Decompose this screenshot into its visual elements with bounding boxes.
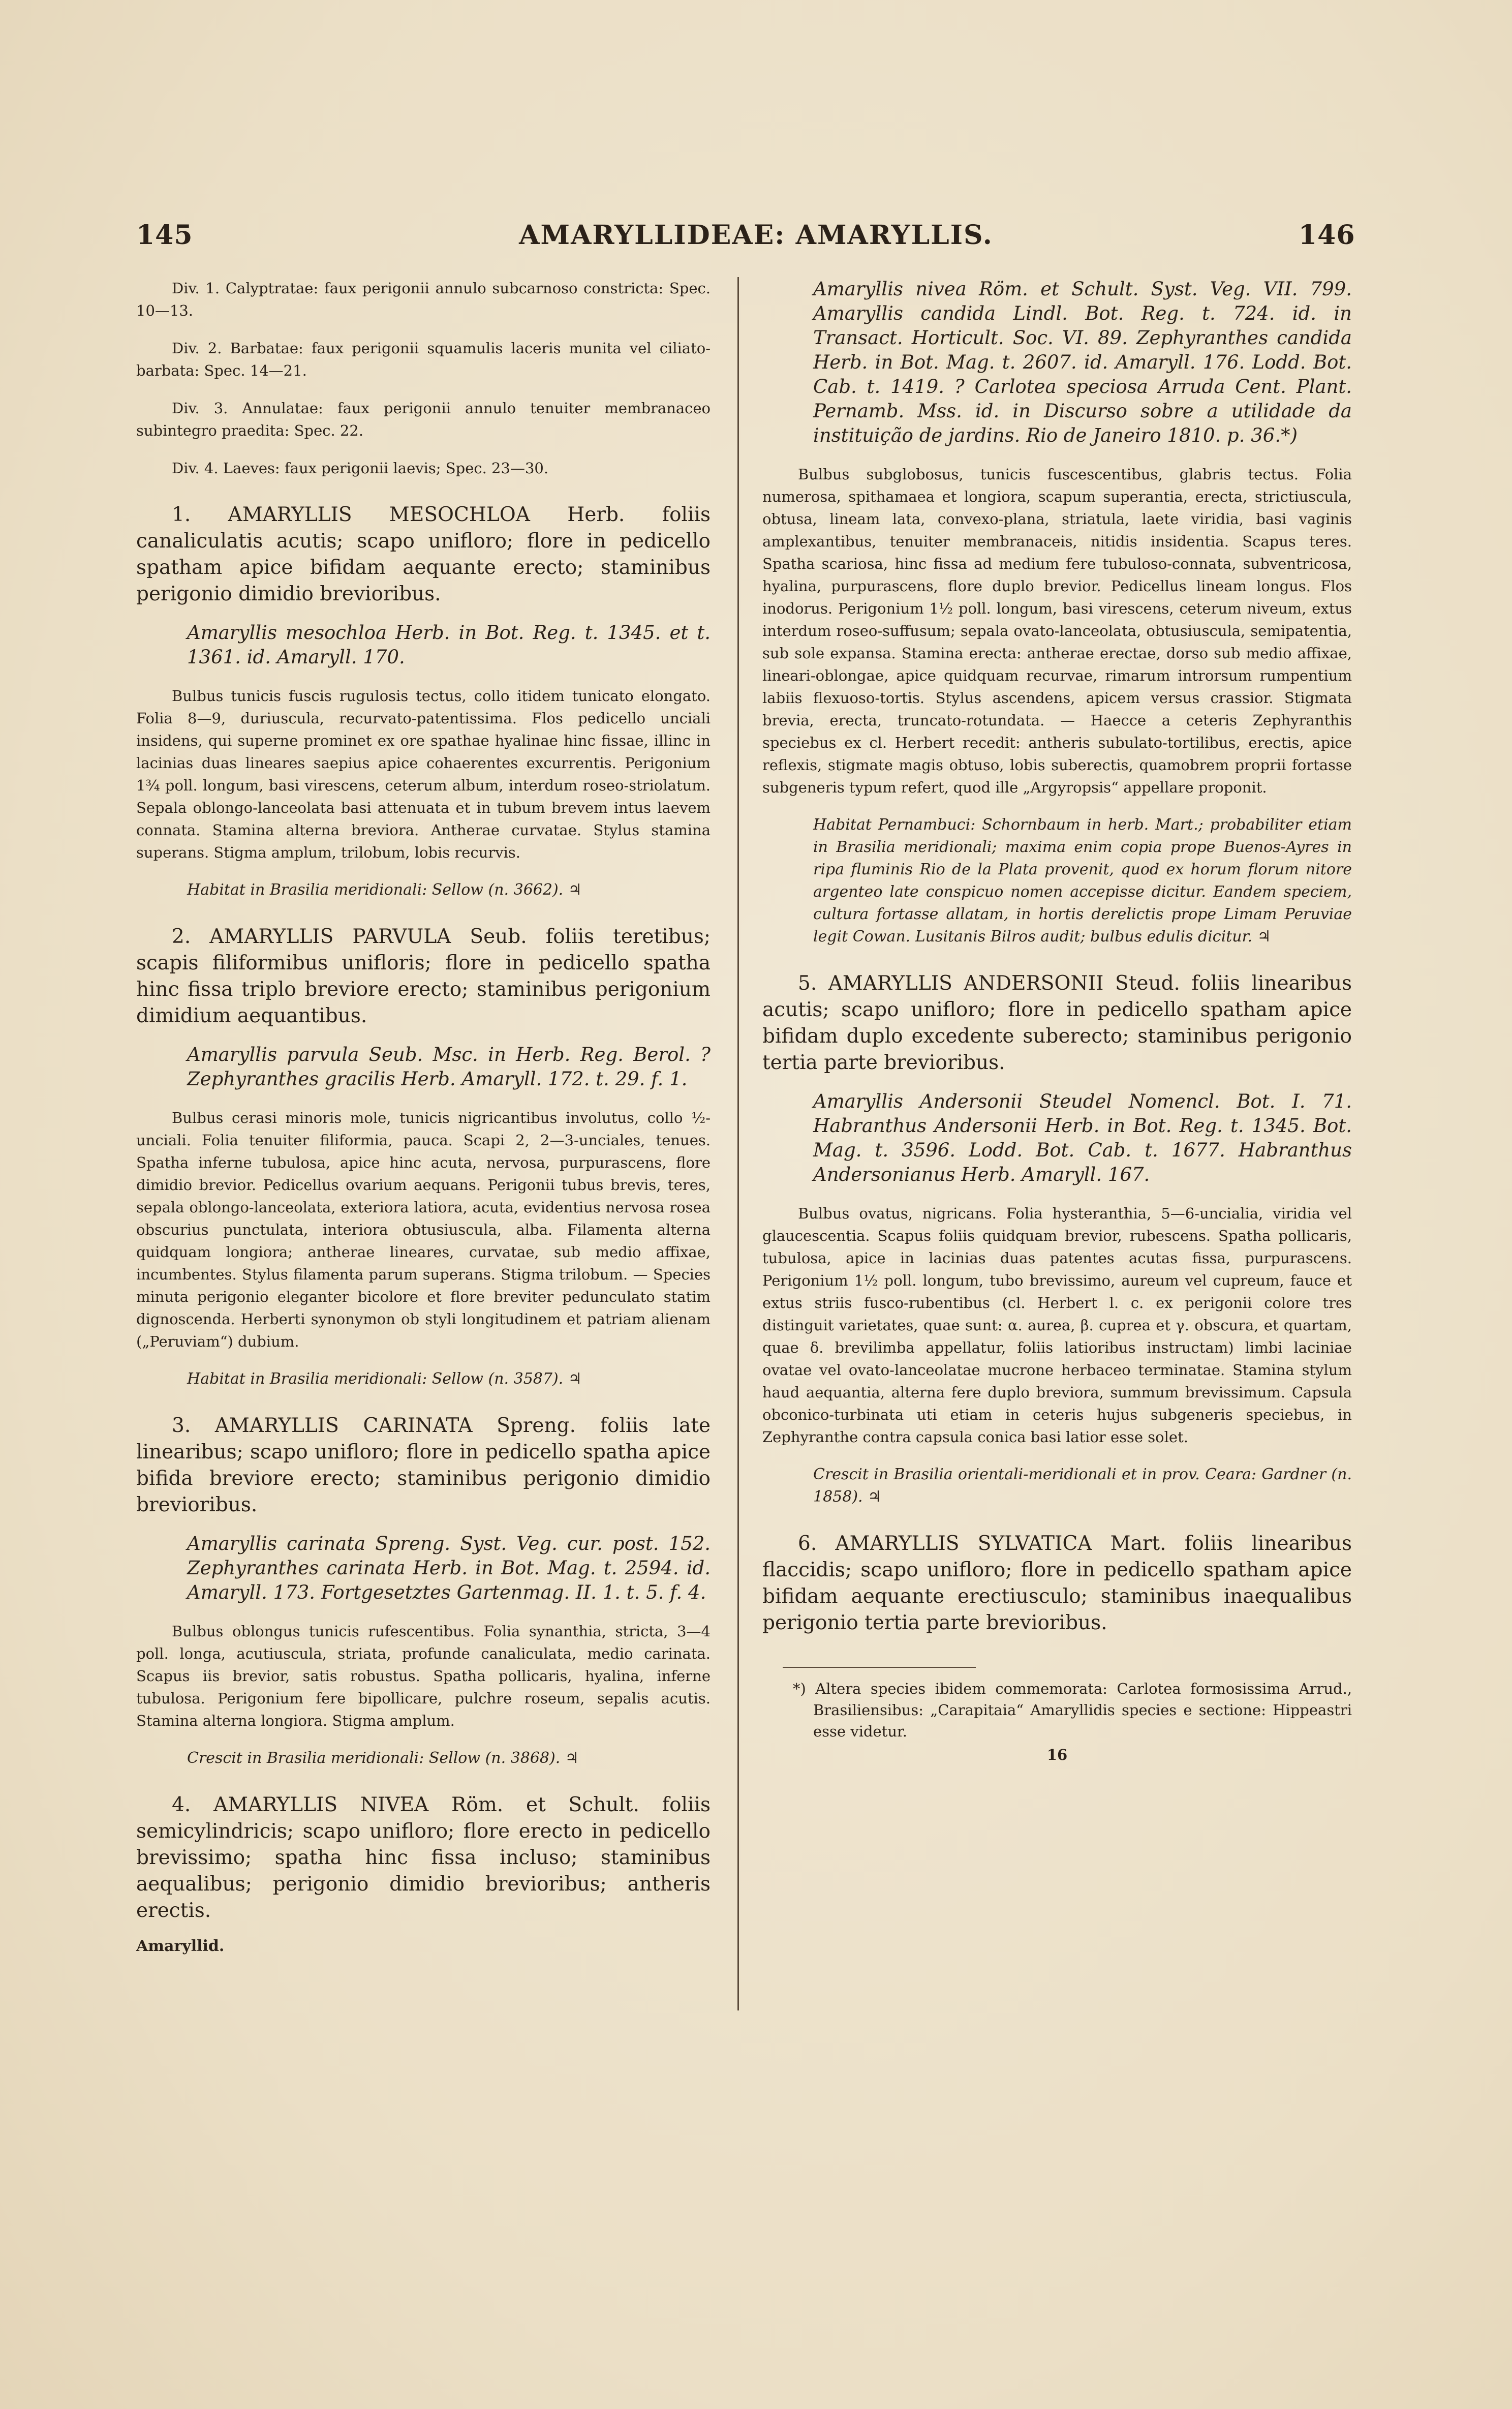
right-block-5: Bulbus ovatus, nigricans. Folia hysteranthia, 5—6-uncialia, viridia vel glaucescentia. Scapus foliis quidquam brevior, rubescens. Spatha pollicaris, tubulosa, apice in lacinias duas patentes acutas fissa, purpurascens. Perigonium 1½ poll. longum, tubo brevissimo, aureum vel cupreum, fauce et extus striis fusco-rubentibus (cl. Herbert l. c. ex perigonii colore tres distinguit varietates, quae sunt: α. aurea, β. cuprea et γ. obscura, et quartam, quae δ. brevilimba appellatur, foliis latioribus instructam) limbi laciniae ovatae vel ovato-lanceolatae mucrone herbaceo terminatae. Stamina stylum haud aequantia, alterna fere duplo breviora, summum brevissimum. Capsula obconico-turbinata uti etiam in ceteris hujus subgeneris speciebus, in Zephyranthe contra capsula conica basi latior esse solet. xyxy=(762,1205,1352,1446)
left-block-11: Habitat in Brasilia meridionali: Sellow (n. 3587). ♃ xyxy=(187,1370,582,1388)
left-block-4: 1. AMARYLLIS MESOCHLOA Herb. foliis canaliculatis acutis; scapo unifloro; flore in pedicello spatham apice bifidam aequante erecto; staminibus perigonio dimidio brevioribus. xyxy=(136,503,711,605)
left-block-9: Amaryllis parvula Seub. Msc. in Herb. Reg. Berol. ? Zephyranthes gracilis Herb. Amaryll. 172. t. 29. f. 1. xyxy=(187,1044,711,1090)
right-block-4: Amaryllis Andersonii Steudel Nomencl. Bot. I. 71. Habranthus Andersonii Herb. in Bot. Reg. t. 1345. Bot. Mag. t. 3596. Lodd. Bot. Cab. t. 1677. Habranthus Andersonianus Herb. Amaryll. 167. xyxy=(813,1090,1352,1185)
right-block-0: Amaryllis nivea Röm. et Schult. Syst. Veg. VII. 799. Amaryllis candida Lindl. Bot. Reg. t. 724. id. in Transact. Horticult. Soc. VI. 89. Zephyranthes candida Herb. in Bot. Mag. t. 2607. id. Amaryll. 176. Lodd. Bot. Cab. t. 1419. ? Carlotea speciosa Arruda Cent. Plant. Pernamb. Mss. id. in Discurso sobre a utilidade da instituição de jardins. Rio de Janeiro 1810. p. 36.*) xyxy=(813,278,1352,446)
right-block-3: 5. AMARYLLIS ANDERSONII Steud. foliis linearibus acutis; scapo unifloro; flore in pedicello spatham apice bifidam duplo excedente suberecto; staminibus perigonio tertia parte brevioribus. xyxy=(762,972,1352,1074)
right-block-1: Bulbus subglobosus, tunicis fuscescentibus, glabris tectus. Folia numerosa, spithamaea et longiora, scapum superantia, erecta, strictiuscula, obtusa, lineam lata, convexo-plana, striatula, laete viridia, basi vaginis amplexantibus, tenuiter membranaceis, nitidis insidentia. Scapus teres. Spatha scariosa, hinc fissa ad medium fere tubuloso-connata, subventricosa, hyalina, purpurascens, flore duplo brevior. Pedicellus lineam longus. Flos inodorus. Perigonium 1½ poll. longum, basi virescens, ceterum niveum, extus interdum roseo-suffusum; sepala ovato-lanceolata, obtusiuscula, semipatentia, sub sole expansa. Stamina erecta: antherae erectae, dorso sub medio affixae, lineari-oblongae, apice quidquam recurvae, rimarum introrsum rumpentium labiis flexuoso-tortis. Stylus ascendens, apicem versus crassior. Stigmata brevia, erecta, truncato-rotundata. — Haecce a ceteris Zephyranthis speciebus ex cl. Herbert recedit: antheris subulato-tortilibus, erectis, apice reflexis, stigmate magis obtuso, lobis suberectis, quamobrem proprii fortasse subgeneris typum refert, quod ille „Argyropsis“ appellare proponit. xyxy=(762,466,1352,796)
left-block-7: Habitat in Brasilia meridionali: Sellow (n. 3662). ♃ xyxy=(187,881,582,899)
left-page-number: 145 xyxy=(136,220,193,251)
sheet-number: 16 xyxy=(1046,1746,1068,1763)
left-block-16: 4. AMARYLLIS NIVEA Röm. et Schult. foliis semicylindricis; scapo unifloro; flore erecto in pedicello brevissimo; spatha hinc fissa incluso; staminibus aequalibus; perigonio dimidio brevioribus; antheris erectis. xyxy=(136,1793,711,1922)
left-block-6: Bulbus tunicis fuscis rugulosis tectus, collo itidem tunicato elongato. Folia 8—9, duriuscula, recurvato-patentissima. Flos pedicello unciali insidens, qui superne prominet ex ore spathae hyalinae hinc fissae, illinc in lacinias duas lineares saepius apice cohaerentes excurrentis. Perigonium 1¾ poll. longum, basi virescens, ceterum album, interdum roseo-striolatum. Sepala oblongo-lanceolata basi attenuata et in tubum brevem intus laevem connata. Stamina alterna breviora. Antherae curvatae. Stylus stamina superans. Stigma amplum, trilobum, lobis recurvis. xyxy=(136,687,711,861)
left-block-1: Div. 2. Barbatae: faux perigonii squamulis laceris munita vel ciliato-barbata: Spec. 14—21. xyxy=(136,340,711,379)
right-page-number: 146 xyxy=(1299,220,1355,251)
left-block-13: Amaryllis carinata Spreng. Syst. Veg. cur. post. 152. Zephyranthes carinata Herb. in Bot. Mag. t. 2594. id. Amaryll. 173. Fortgesetztes Gartenmag. II. 1. t. 5. f. 4. xyxy=(187,1533,711,1603)
left-block-12: 3. AMARYLLIS CARINATA Spreng. foliis late linearibus; scapo unifloro; flore in pedicello spatha apice bifida breviore erecto; staminibus perigonio dimidio brevioribus. xyxy=(136,1414,711,1516)
left-column xyxy=(136,277,711,1970)
left-block-5: Amaryllis mesochloa Herb. in Bot. Reg. t. 1345. et t. 1361. id. Amaryll. 170. xyxy=(187,622,711,668)
column-divider xyxy=(737,277,739,2010)
right-block-6: Crescit in Brasilia orientali-meridionali et in prov. Ceara: Gardner (n. 1858). ♃ xyxy=(813,1466,1352,1506)
left-block-2: Div. 3. Annulatae: faux perigonii annulo tenuiter membranaceo subintegro praedita: Spec. 22. xyxy=(136,400,711,439)
left-block-10: Bulbus cerasi minoris mole, tunicis nigricantibus involutus, collo ½-unciali. Folia tenuiter filiformia, pauca. Scapi 2, 2—3-unciales, tenues. Spatha inferne tubulosa, apice hinc acuta, nervosa, purpurascens, flore dimidio brevior. Pedicellus ovarium aequans. Perigonii tubus brevis, teres, sepala oblongo-lanceolata, exteriora latiora, acuta, evidentius nervosa rosea obscurius punctulata, interiora obtusiuscula, alba. Filamenta alterna quidquam longiora; antherae lineares, curvatae, sub medio affixae, incumbentes. Stylus filamenta parum superans. Stigma trilobum. — Species minuta perigonio eleganter bicolore et flore breviter pedunculato statim dignoscenda. Herberti synonymon ob styli longitudinem et patriam alienam („Peruviam“) dubium. xyxy=(136,1109,711,1350)
left-block-8: 2. AMARYLLIS PARVULA Seub. foliis teretibus; scapis filiformibus unifloris; flore in pedicello spatha hinc fissa triplo breviore erecto; staminibus perigonium dimidium aequantibus. xyxy=(136,925,711,1027)
right-block-7: 6. AMARYLLIS SYLVATICA Mart. foliis linearibus flaccidis; scapo unifloro; flore in pedicello spatham apice bifidam aequante erectiusculo; staminibus inaequalibus perigonio tertia parte brevioribus. xyxy=(762,1532,1352,1634)
right-column xyxy=(762,277,1352,1763)
left-block-17: Amaryllid. xyxy=(136,1937,225,1955)
right-column-body xyxy=(762,277,1352,1636)
left-block-15: Crescit in Brasilia meridionali: Sellow (n. 3868). ♃ xyxy=(187,1749,579,1767)
running-title: AMARYLLIDEAE: AMARYLLIS. xyxy=(519,220,993,251)
right-block-2: Habitat Pernambuci: Schornbaum in herb. Mart.; probabiliter etiam in Brasilia meridionali; maxima enim copia prope Buenos-Ayres in ripa fluminis Rio de la Plata provenit, quod ex horum florum nitore argenteo late conspicuo nomen accepisse dicitur. Eandem speciem, cultura fortasse allatam, in hortis derelictis prope Limam Peruviae legit Cowan. Lusitanis Bilros audit; bulbus edulis dicitur. ♃ xyxy=(813,816,1352,946)
footnote-rule xyxy=(783,1667,976,1668)
left-block-14: Bulbus oblongus tunicis rufescentibus. Folia synanthia, stricta, 3—4 poll. longa, acutiuscula, striata, profunde canaliculata, medio carinata. Scapus iis brevior, satis robustus. Spatha pollicaris, hyalina, inferne tubulosa. Perigonium fere bipollicare, pulchre roseum, sepalis acutis. Stamina alterna longiora. Stigma amplum. xyxy=(136,1623,711,1729)
left-block-0: Div. 1. Calyptratae: faux perigonii annulo subcarnoso constricta: Spec. 10—13. xyxy=(136,280,711,319)
left-block-3: Div. 4. Laeves: faux perigonii laevis; Spec. 23—30. xyxy=(172,460,549,477)
footnote: *) Altera species ibidem commemorata: Carlotea formosissima Arrud., Brasiliensibus: „Carapitaia“ Amaryllidis species e sectione: Hippeastri esse videtur. xyxy=(793,1680,1352,1740)
